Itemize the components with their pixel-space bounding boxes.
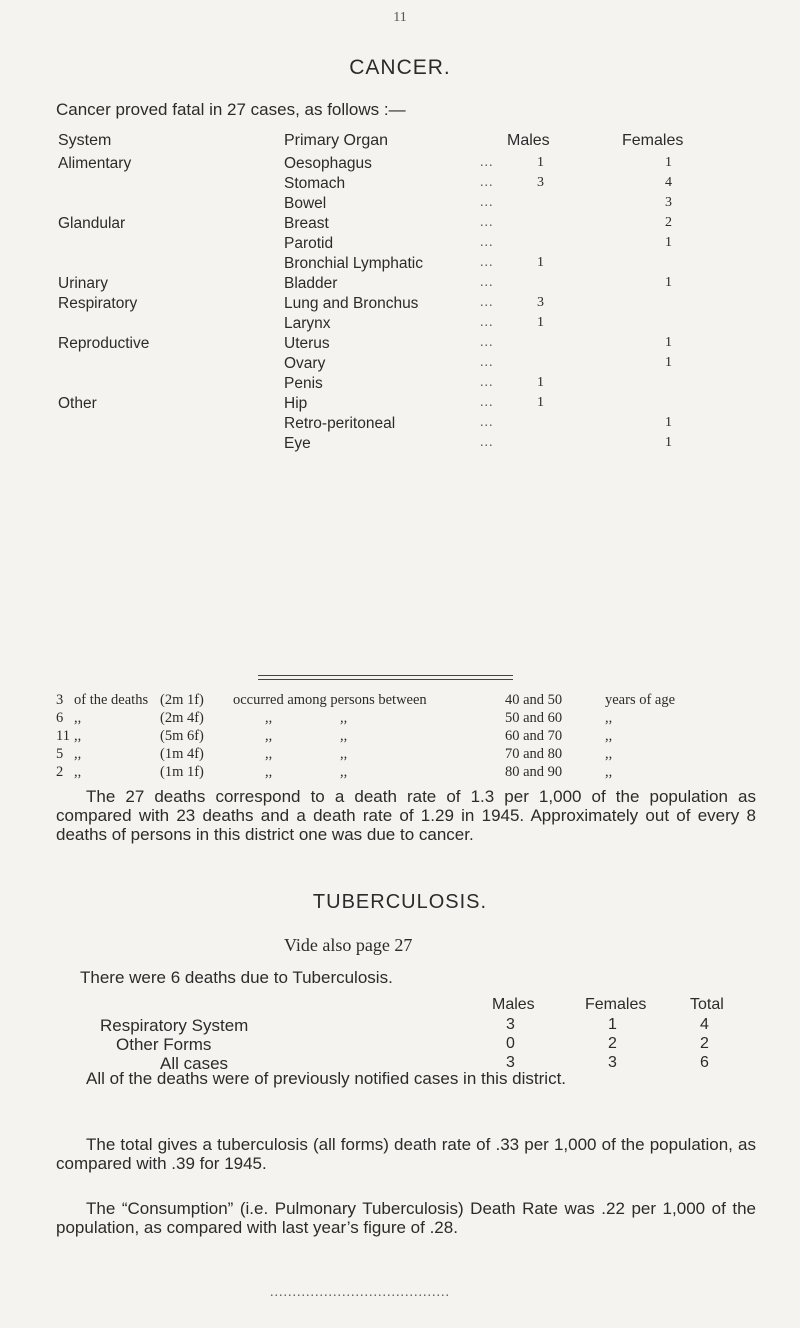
leader-dots: ... xyxy=(480,195,494,210)
age-lead: ,, xyxy=(74,764,82,780)
tb-total-cell: 2 xyxy=(700,1035,709,1052)
tb-row-label: All cases xyxy=(160,1054,229,1073)
tb-total-cell: 4 xyxy=(700,1016,709,1033)
females-cell: 1 xyxy=(665,335,672,350)
age-count: 3 xyxy=(56,692,64,708)
leader-dots: ... xyxy=(480,295,494,310)
organ-cell: Penis xyxy=(284,375,323,392)
females-cell: 4 xyxy=(665,175,672,190)
males-cell: 1 xyxy=(537,395,544,410)
age-range: 50 and 60 xyxy=(505,710,563,726)
age-range: 70 and 80 xyxy=(505,746,563,762)
tb-paragraph-death-rate: The total gives a tuberculosis (all forms) death rate of .33 per 1,000 of the population, as compared with .39 for 1945. xyxy=(56,1135,756,1173)
age-ditto: ,, xyxy=(265,728,273,744)
age-ditto: ,, xyxy=(340,764,348,780)
males-cell: 1 xyxy=(537,255,544,270)
age-tail: years of age xyxy=(605,692,676,708)
age-phrase: occurred among persons between xyxy=(233,692,427,708)
tuberculosis-intro: There were 6 deaths due to Tuberculosis. xyxy=(80,968,393,987)
organ-cell: Breast xyxy=(284,215,329,232)
organ-cell: Bronchial Lymphatic xyxy=(284,255,423,272)
system-cell: Reproductive xyxy=(58,335,150,352)
age-detail: (1m 1f) xyxy=(160,764,204,780)
organ-cell: Stomach xyxy=(284,175,346,192)
tb-paragraph-consumption: The “Consumption” (i.e. Pulmonary Tuberculosis) Death Rate was .22 per 1,000 of the population, as compared with last year’s figure of .28. xyxy=(56,1199,756,1237)
leader-dots: ... xyxy=(480,415,494,430)
age-range: 60 and 70 xyxy=(505,728,563,744)
age-detail: (1m 4f) xyxy=(160,746,204,762)
leader-dots: ... xyxy=(480,275,494,290)
age-ditto: ,, xyxy=(265,764,273,780)
leader-dots: ... xyxy=(480,375,494,390)
males-cell: 3 xyxy=(537,295,544,310)
age-ditto: ,, xyxy=(340,728,348,744)
females-cell: 1 xyxy=(665,155,672,170)
system-cell: Urinary xyxy=(58,275,108,292)
double-rule-bottom xyxy=(258,679,513,680)
organ-cell: Oesophagus xyxy=(284,155,372,172)
age-ditto: ,, xyxy=(265,710,273,726)
age-range: 80 and 90 xyxy=(505,764,563,780)
age-ditto: ,, xyxy=(340,710,348,726)
leader-dots: ... xyxy=(480,235,494,250)
leader-dots: ... xyxy=(480,215,494,230)
age-lead: of the deaths xyxy=(74,692,149,708)
organ-cell: Ovary xyxy=(284,355,326,372)
females-cell: 3 xyxy=(665,195,672,210)
organ-cell: Lung and Bronchus xyxy=(284,295,419,312)
age-tail: ,, xyxy=(605,764,613,780)
tb-females-cell: 2 xyxy=(608,1035,617,1052)
females-cell: 1 xyxy=(665,275,672,290)
leader-dots: ... xyxy=(480,435,494,450)
females-cell: 2 xyxy=(665,215,672,230)
leader-dots: ... xyxy=(480,155,494,170)
tuberculosis-heading: TUBERCULOSIS. xyxy=(312,891,488,913)
organ-cell: Retro-peritoneal xyxy=(284,415,396,432)
vide-reference: Vide also page 27 xyxy=(284,935,413,955)
tb-row-label: Respiratory System xyxy=(100,1016,249,1035)
organ-cell: Bladder xyxy=(284,275,338,292)
tb-total-cell: 6 xyxy=(700,1054,709,1071)
age-detail: (2m 1f) xyxy=(160,692,204,708)
leader-dots: ... xyxy=(480,175,494,190)
cancer-summary: The 27 deaths correspond to a death rate of 1.3 per 1,000 of the population as compared with 23 deaths and a death rate of 1.29 in 1945. Approximately out of every 8 deaths of persons in this district one was due to cancer. xyxy=(56,787,756,844)
males-cell: 1 xyxy=(537,315,544,330)
males-cell: 1 xyxy=(537,155,544,170)
tb-header-males: Males xyxy=(492,996,535,1013)
organ-cell: Larynx xyxy=(284,315,331,332)
leader-dots: ... xyxy=(480,255,494,270)
organ-cell: Uterus xyxy=(284,335,330,352)
system-cell: Glandular xyxy=(58,215,126,232)
females-cell: 1 xyxy=(665,435,672,450)
age-count: 11 xyxy=(56,728,70,744)
cancer-heading: CANCER. xyxy=(349,56,451,79)
males-cell: 3 xyxy=(537,175,544,190)
page-number: 11 xyxy=(393,10,407,25)
tb-row-label: Other Forms xyxy=(116,1035,212,1054)
age-tail: ,, xyxy=(605,728,613,744)
age-ditto: ,, xyxy=(340,746,348,762)
tb-header-total: Total xyxy=(690,996,724,1013)
leader-dots: ... xyxy=(480,395,494,410)
females-cell: 1 xyxy=(665,415,672,430)
tb-females-cell: 1 xyxy=(608,1016,617,1033)
age-lead: ,, xyxy=(74,710,82,726)
organ-cell: Parotid xyxy=(284,235,334,252)
header-males: Males xyxy=(507,132,550,149)
system-cell: Alimentary xyxy=(58,155,132,172)
cancer-intro: Cancer proved fatal in 27 cases, as follows :— xyxy=(56,100,406,119)
leader-dots: ... xyxy=(480,355,494,370)
double-rule-top xyxy=(258,675,513,676)
organ-cell: Eye xyxy=(284,435,311,452)
tb-paragraph-notified: All of the deaths were of previously notified cases in this district. xyxy=(86,1069,567,1088)
tb-males-cell: 3 xyxy=(506,1054,515,1071)
age-lead: ,, xyxy=(74,728,82,744)
tb-females-cell: 3 xyxy=(608,1054,617,1071)
system-cell: Respiratory xyxy=(58,295,138,312)
age-detail: (5m 6f) xyxy=(160,728,204,744)
tb-males-cell: 0 xyxy=(506,1035,515,1052)
age-count: 2 xyxy=(56,764,64,780)
organ-cell: Bowel xyxy=(284,195,327,212)
age-count: 5 xyxy=(56,746,64,762)
leader-dots: ... xyxy=(480,315,494,330)
tb-header-females: Females xyxy=(585,996,647,1013)
age-tail: ,, xyxy=(605,710,613,726)
system-cell: Other xyxy=(58,395,97,412)
leader-dots: ... xyxy=(480,335,494,350)
age-count: 6 xyxy=(56,710,64,726)
age-range: 40 and 50 xyxy=(505,692,563,708)
females-cell: 1 xyxy=(665,355,672,370)
organ-cell: Hip xyxy=(284,395,308,412)
header-females: Females xyxy=(622,132,684,149)
age-ditto: ,, xyxy=(265,746,273,762)
males-cell: 1 xyxy=(537,375,544,390)
header-system: System xyxy=(58,132,112,149)
header-organ: Primary Organ xyxy=(284,132,389,149)
age-lead: ,, xyxy=(74,746,82,762)
footer-dots: ........................................ xyxy=(270,1285,450,1300)
age-detail: (2m 4f) xyxy=(160,710,204,726)
females-cell: 1 xyxy=(665,235,672,250)
age-tail: ,, xyxy=(605,746,613,762)
tb-males-cell: 3 xyxy=(506,1016,515,1033)
